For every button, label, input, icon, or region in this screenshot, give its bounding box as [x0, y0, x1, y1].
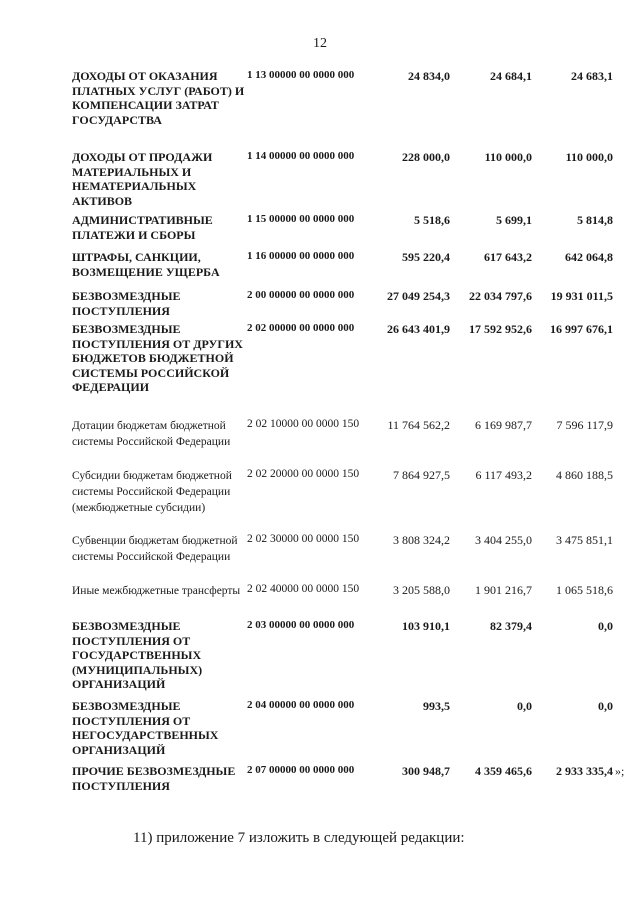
row-value-1: 24 834,0	[408, 69, 450, 83]
row-code: 1 15 00000 00 0000 000	[247, 213, 355, 225]
row-value-2: 617 643,2	[484, 250, 532, 264]
row-name: ДОХОДЫ ОТ ПРОДАЖИ МАТЕРИАЛЬНЫХ И НЕМАТЕРИАЛЬНЫХ АКТИВОВ	[72, 150, 213, 208]
row-value-1: 993,5	[423, 699, 450, 713]
row-value-3: 110 000,0	[565, 150, 613, 164]
row-value-1: 103 910,1	[402, 619, 450, 633]
row-value-2: 0,0	[517, 699, 532, 713]
row-name: БЕЗВОЗМЕЗДНЫЕ ПОСТУПЛЕНИЯ	[72, 289, 181, 318]
row-name: ДОХОДЫ ОТ ОКАЗАНИЯ ПЛАТНЫХ УСЛУГ (РАБОТ) И КОМПЕНСАЦИИ ЗАТРАТ ГОСУДАРСТВА	[72, 69, 245, 127]
row-name: БЕЗВОЗМЕЗДНЫЕ ПОСТУПЛЕНИЯ ОТ ДРУГИХ БЮДЖЕТОВ БЮДЖЕТНОЙ СИСТЕМЫ РОССИЙСКОЙ ФЕДЕРАЦИИ	[72, 322, 243, 395]
row-value-3: 3 475 851,1	[556, 533, 613, 547]
row-value-3: 642 064,8	[565, 250, 613, 264]
row-value-2: 3 404 255,0	[475, 533, 532, 547]
page-number: 12	[313, 36, 327, 51]
row-value-2: 4 359 465,6	[475, 764, 532, 778]
row-name: БЕЗВОЗМЕЗДНЫЕ ПОСТУПЛЕНИЯ ОТ НЕГОСУДАРСТВЕННЫХ ОРГАНИЗАЦИЙ	[72, 699, 219, 757]
row-value-3: 4 860 188,5	[556, 468, 613, 482]
row-code: 2 02 40000 00 0000 150	[247, 583, 360, 595]
row-value-3: 2 933 335,4	[556, 764, 613, 778]
row-value-3: 5 814,8	[577, 213, 613, 227]
row-value-3: 0,0	[598, 699, 613, 713]
row-name: Иные межбюджетные трансферты	[72, 585, 241, 597]
row-value-1: 5 518,6	[414, 213, 450, 227]
row-name: АДМИНИСТРАТИВНЫЕ ПЛАТЕЖИ И СБОРЫ	[72, 213, 213, 242]
row-code: 2 03 00000 00 0000 000	[247, 619, 355, 631]
row-value-3: 16 997 676,1	[550, 322, 613, 336]
row-value-3: 7 596 117,9	[556, 418, 613, 432]
row-value-3: 0,0	[598, 619, 613, 633]
row-value-2: 5 699,1	[496, 213, 532, 227]
row-value-2: 17 592 952,6	[469, 322, 532, 336]
row-code: 2 02 00000 00 0000 000	[247, 322, 355, 334]
row-code: 2 02 20000 00 0000 150	[247, 468, 360, 480]
row-code: 1 16 00000 00 0000 000	[247, 250, 355, 262]
row-value-1: 7 864 927,5	[393, 468, 450, 482]
row-value-2: 22 034 797,6	[469, 289, 532, 303]
row-code: 1 14 00000 00 0000 000	[247, 150, 355, 162]
row-value-3: 19 931 011,5	[550, 289, 613, 303]
row-value-1: 595 220,4	[402, 250, 450, 264]
row-name: БЕЗВОЗМЕЗДНЫЕ ПОСТУПЛЕНИЯ ОТ ГОСУДАРСТВЕННЫХ (МУНИЦИПАЛЬНЫХ) ОРГАНИЗАЦИЙ	[72, 619, 203, 692]
row-name: ПРОЧИЕ БЕЗВОЗМЕЗДНЫЕ ПОСТУПЛЕНИЯ	[72, 764, 236, 793]
row-code: 2 02 30000 00 0000 150	[247, 533, 360, 545]
row-code: 2 00 00000 00 0000 000	[247, 289, 355, 301]
amendment-text: 11) приложение 7 изложить в следующей редакции:	[133, 830, 465, 846]
row-value-2: 82 379,4	[490, 619, 532, 633]
row-value-2: 24 684,1	[490, 69, 532, 83]
row-name: Субсидии бюджетам бюджетной системы Российской Федерации (межбюджетные субсидии)	[72, 470, 232, 514]
row-name: Субвенции бюджетам бюджетной системы Российской Федерации	[72, 535, 238, 563]
row-value-2: 110 000,0	[484, 150, 532, 164]
row-value-1: 228 000,0	[402, 150, 450, 164]
row-value-2: 6 117 493,2	[475, 468, 532, 482]
row-value-2: 6 169 987,7	[475, 418, 532, 432]
row-value-1: 11 764 562,2	[387, 418, 450, 432]
row-code: 1 13 00000 00 0000 000	[247, 69, 355, 81]
row-value-1: 300 948,7	[402, 764, 450, 778]
row-value-1: 27 049 254,3	[387, 289, 450, 303]
row-value-1: 26 643 401,9	[387, 322, 450, 336]
row-value-3: 1 065 518,6	[556, 583, 613, 597]
row-value-3: 24 683,1	[571, 69, 613, 83]
row-name: ШТРАФЫ, САНКЦИИ, ВОЗМЕЩЕНИЕ УЩЕРБА	[72, 250, 220, 279]
row-value-2: 1 901 216,7	[475, 583, 532, 597]
row-value-1: 3 808 324,2	[393, 533, 450, 547]
row-code: 2 04 00000 00 0000 000	[247, 699, 355, 711]
row-name: Дотации бюджетам бюджетной системы Российской Федерации	[72, 420, 231, 448]
row-value-1: 3 205 588,0	[393, 583, 450, 597]
closing-quote: »;	[615, 764, 625, 778]
row-code: 2 07 00000 00 0000 000	[247, 764, 355, 776]
row-code: 2 02 10000 00 0000 150	[247, 418, 360, 430]
